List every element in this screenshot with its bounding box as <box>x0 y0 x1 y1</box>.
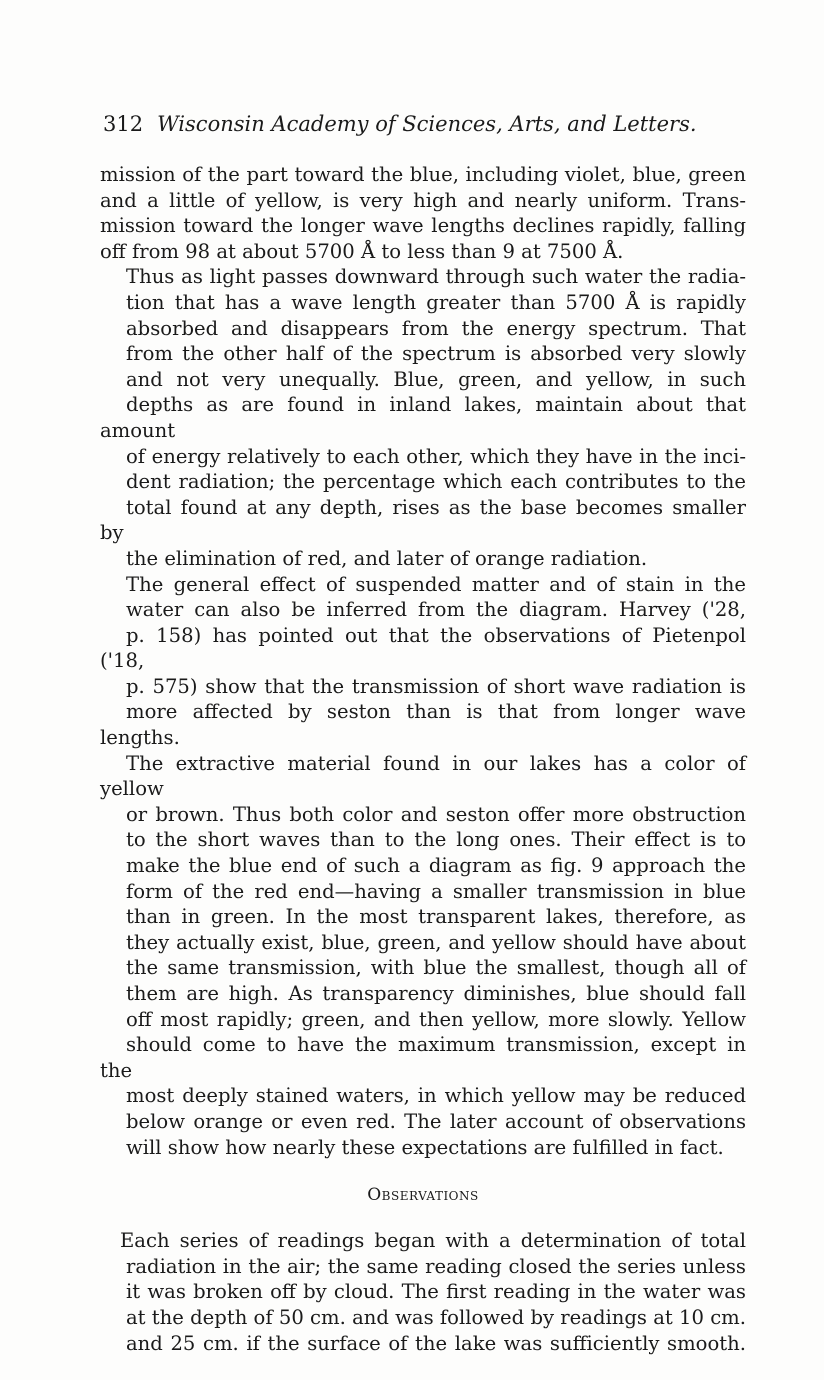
paragraph-2 <box>100 264 746 571</box>
text-line: should come to have the maximum transmission, except in the <box>100 1033 746 1082</box>
page-number: 312 <box>103 112 144 136</box>
text-line: and 25 cm. if the surface of the lake was sufficiently smooth. <box>126 1331 746 1355</box>
text-line: off most rapidly; green, and then yellow, more slowly. Yellow <box>126 1007 746 1031</box>
text-line: of energy relatively to each other, which they have in the inci- <box>126 444 746 468</box>
text-line: than in green. In the most transparent lakes, therefore, as <box>126 905 746 929</box>
text-line: Each series of readings began with a determination of total <box>120 1229 746 1253</box>
paragraph-1 <box>100 162 746 264</box>
text-line: make the blue end of such a diagram as fig. 9 approach the <box>126 854 746 878</box>
text-line: the elimination of red, and later of orange radiation. <box>126 546 648 570</box>
text-line: p. 575) show that the transmission of short wave radiation is <box>126 674 746 698</box>
text-line: total found at any depth, rises as the base becomes smaller by <box>100 495 746 545</box>
text-line: p. 158) has pointed out that the observations of Pietenpol ('18, <box>100 623 746 673</box>
text-line: will show how nearly these expectations are fulfilled in fact. <box>126 1135 724 1159</box>
text-line: absorbed and disappears from the energy spectrum. That <box>126 316 746 340</box>
text-line: form of the red end—having a smaller transmission in blue <box>126 879 746 903</box>
text-line: at the depth of 50 cm. and was followed by readings at 10 cm. <box>126 1305 746 1329</box>
text-line: Thus as light passes downward through such water the radia- <box>126 265 746 289</box>
text-line: the same transmission, with blue the smallest, though all of <box>126 956 746 980</box>
text-line: and a little of yellow, is very high and nearly uniform. Trans- <box>100 188 746 212</box>
section-heading-text: Observations <box>367 1185 479 1206</box>
text-line: it was broken off by cloud. The first reading in the water was <box>126 1280 746 1304</box>
text-line: they actually exist, blue, green, and yellow should have about <box>126 930 746 954</box>
text-line: depths as are found in inland lakes, maintain about that amount <box>100 393 746 442</box>
section-heading <box>100 1182 746 1208</box>
text-line: radiation in the air; the same reading closed the series unless <box>126 1254 746 1278</box>
text-line: or brown. Thus both color and seston offer more obstruction <box>126 802 746 826</box>
journal-title: Wisconsin Academy of Sciences, Arts, and Letters. <box>157 112 697 136</box>
text-line: mission toward the longer wave lengths declines rapidly, falling <box>100 214 746 238</box>
text-line: them are high. As transparency diminishes, blue should fall <box>126 982 746 1005</box>
text-line: water can also be inferred from the diagram. Harvey ('28, <box>126 598 746 622</box>
text-line: The extractive material found in our lakes has a color of yellow <box>100 751 746 801</box>
text-line: more affected by seston than is that from longer wave lengths. <box>100 700 746 750</box>
text-line: tion that has a wave length greater than 5700 Å is rapidly <box>126 290 746 314</box>
text-line: from the other half of the spectrum is absorbed very slowly <box>126 342 746 366</box>
paragraph-4 <box>100 1228 746 1356</box>
text-line: The general effect of suspended matter and of stain in the <box>126 572 746 596</box>
paragraph-3 <box>100 572 746 1161</box>
text-line: off from 98 at about 5700 Å to less than 9 at 7500 Å. <box>100 239 624 263</box>
text-line: dent radiation; the percentage which each contributes to the <box>126 470 746 494</box>
running-head <box>103 110 703 138</box>
text-line: to the short waves than to the long ones. Their effect is to <box>126 828 746 852</box>
text-line: and not very unequally. Blue, green, and yellow, in such <box>126 367 746 391</box>
text-line: most deeply stained waters, in which yellow may be reduced <box>126 1084 746 1108</box>
body-text <box>100 162 746 1356</box>
text-line: mission of the part toward the blue, including violet, blue, green <box>100 163 746 186</box>
text-line: below orange or even red. The later account of observations <box>126 1109 746 1133</box>
